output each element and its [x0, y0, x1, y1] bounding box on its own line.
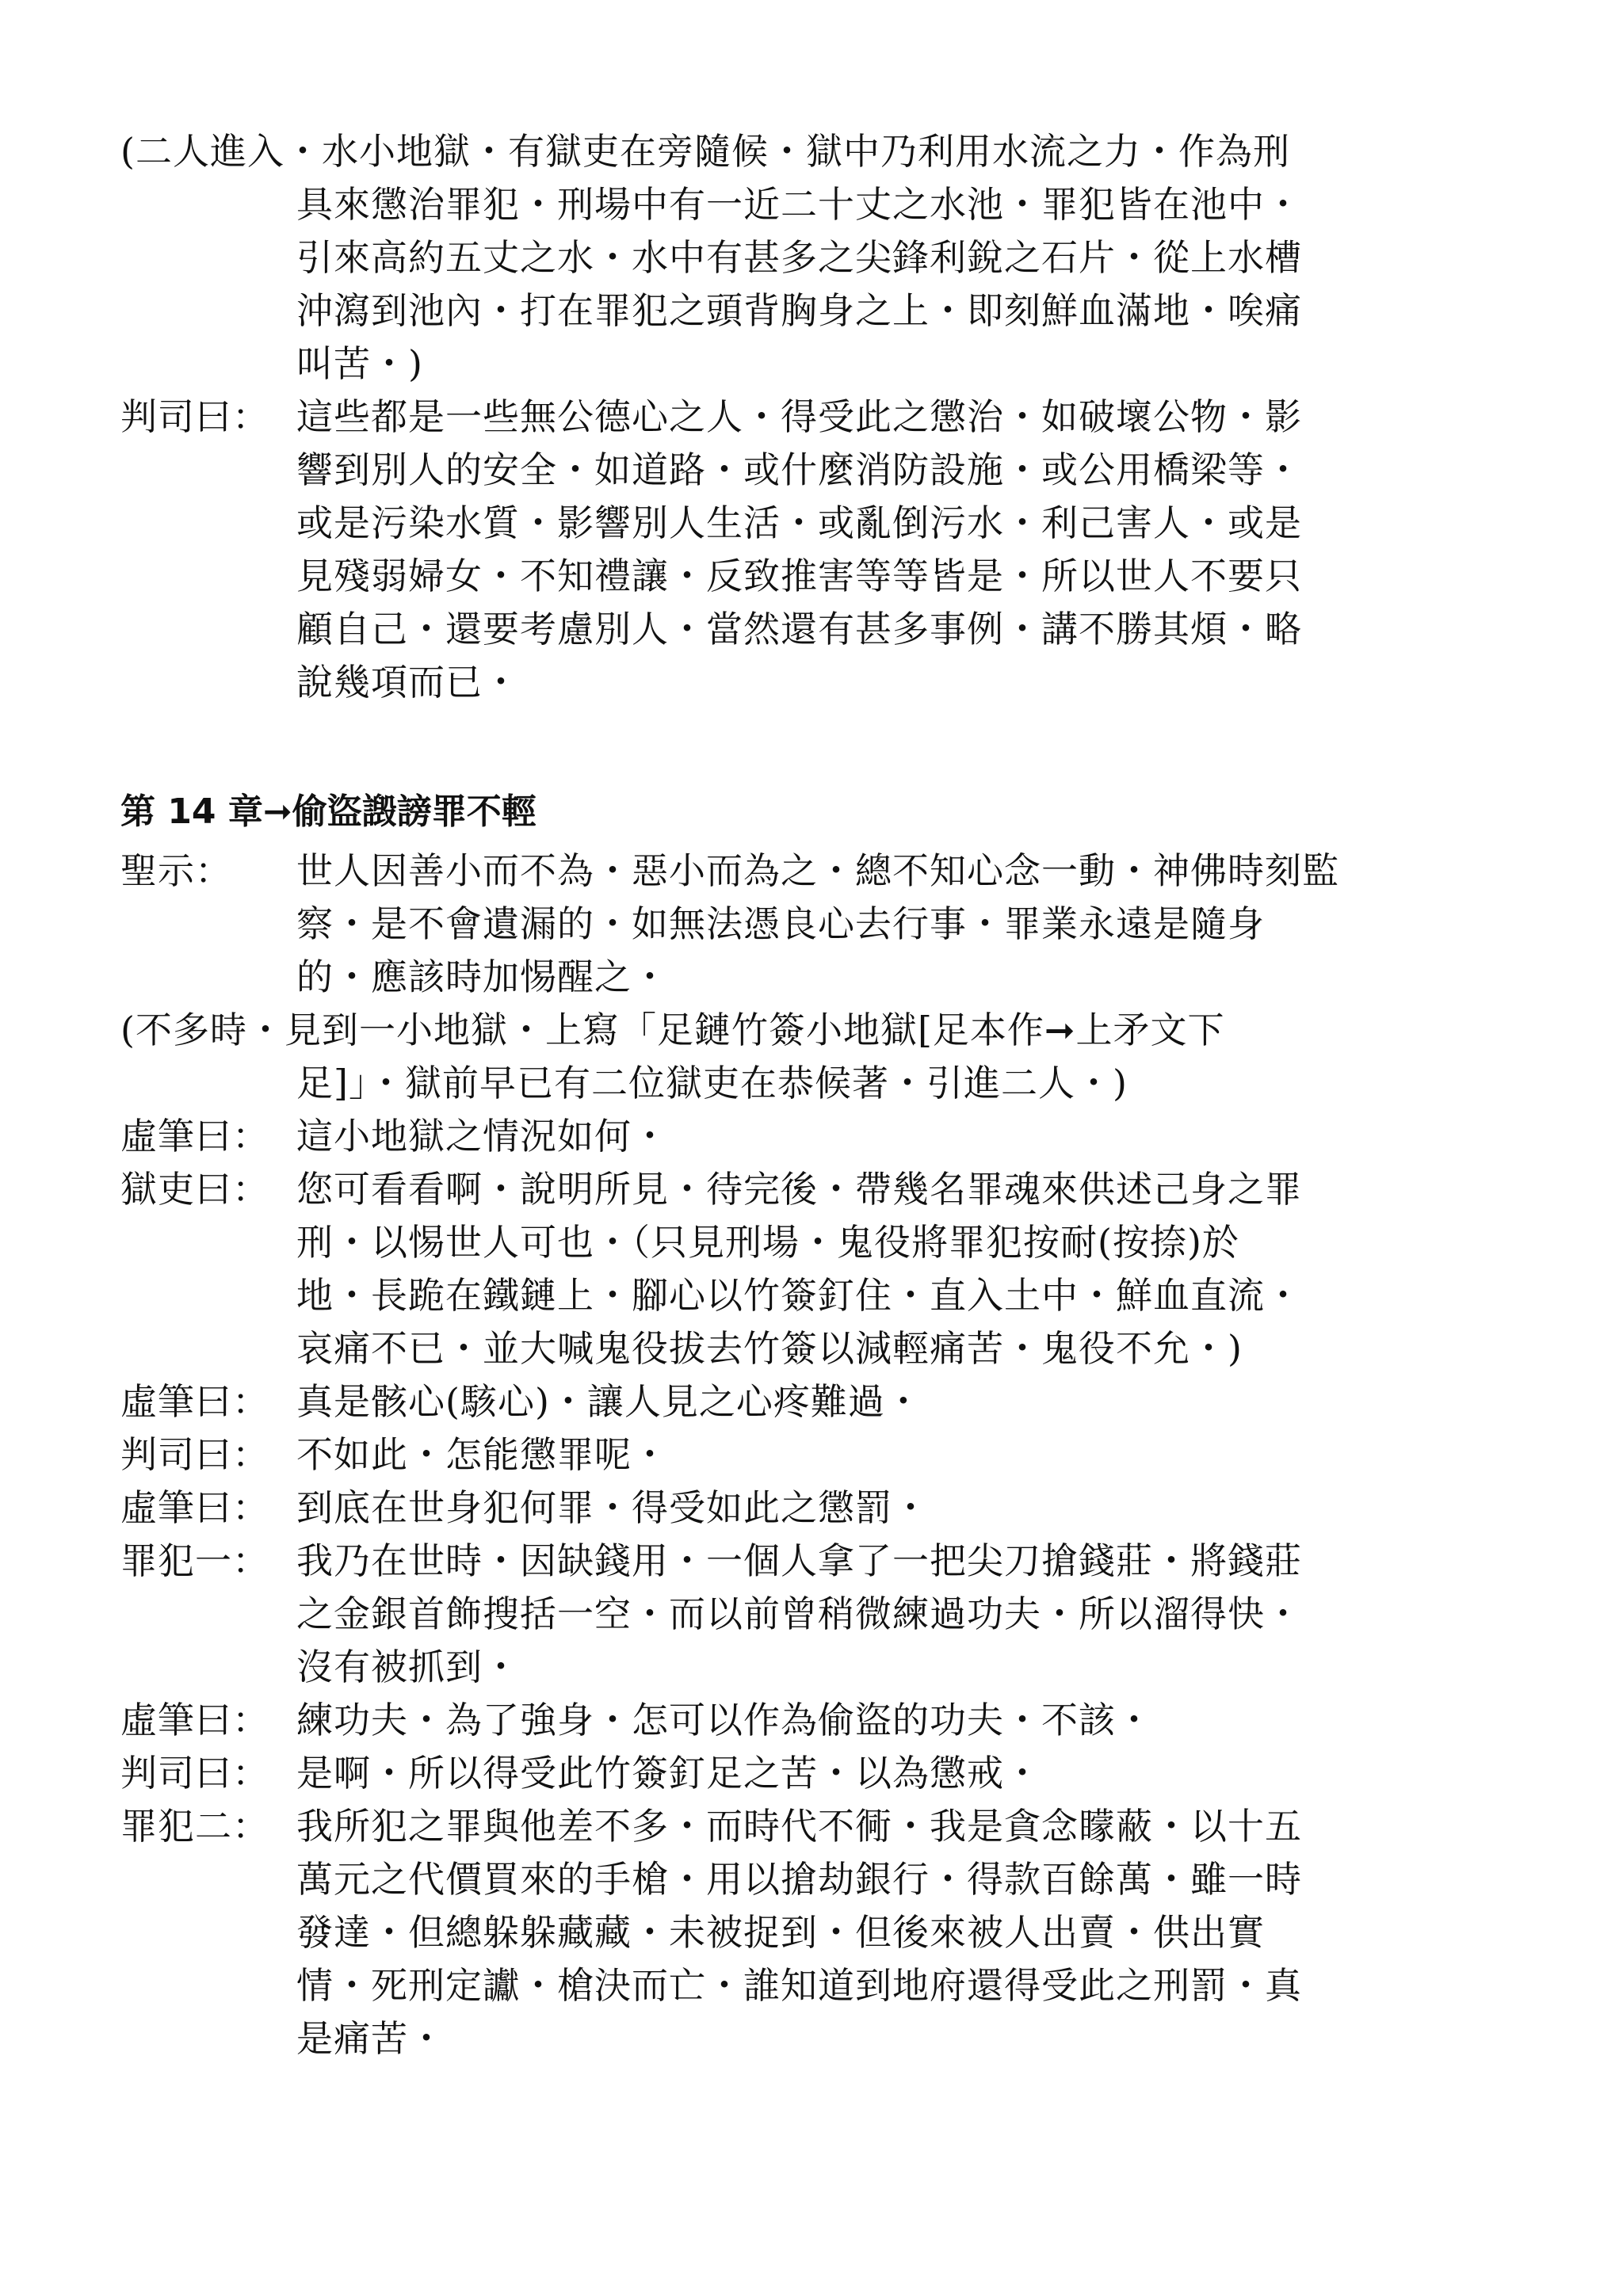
dialogue-entry — [120, 1428, 1539, 1482]
dialogue-line: 練功夫・為了強身・怎可以作為偷盜的功夫・不該・ — [296, 1699, 1153, 1741]
narration-body — [296, 178, 1539, 391]
dialogue-line: 或是污染水質・影響別人生活・或亂倒污水・利己害人・或是 — [296, 502, 1302, 544]
dialogue-line: 到底在世身犯何罪・得受如此之懲罰・ — [296, 1486, 930, 1529]
dialogue-line: 情・死刑定讞・槍決而亡・誰知道到地府還得受此之刑罰・真 — [296, 1964, 1302, 2007]
narration-line-2: 足]」・獄前早已有二位獄吏在恭候著・引進二人・) — [296, 1062, 1128, 1104]
speaker-label: 虛筆曰： — [120, 1486, 269, 1529]
dialogue-line: 沒有被抓到・ — [296, 1646, 520, 1688]
dialogue-entry — [120, 1800, 1539, 2065]
dialogue-entry — [120, 1375, 1539, 1428]
speaker-label: 虛筆曰： — [120, 1115, 269, 1158]
dialogue-line: 刑・以惕世人可也・（只見刑場・鬼役將罪犯按耐(按捺)於 — [296, 1221, 1239, 1264]
dialogue-line: 之金銀首飾搜括一空・而以前曾稍微練過功夫・所以溜得快・ — [296, 1592, 1302, 1635]
dialogue-line: 是痛苦・ — [296, 2017, 445, 2060]
dialogue-entry — [120, 1694, 1539, 1747]
main-section — [120, 845, 1539, 2065]
narration-line-3: 引來高約五丈之水・水中有甚多之尖鋒利銳之石片・從上水槽 — [296, 236, 1302, 279]
dialogue-line: 我乃在世時・因缺錢用・一個人拿了一把尖刀搶錢莊・將錢莊 — [296, 1539, 1302, 1582]
dialogue-entry — [120, 1110, 1539, 1163]
narration-body — [296, 1057, 1539, 1110]
dialogue-line: 發達・但總躲躲藏藏・未被捉到・但後來被人出賣・供出實 — [296, 1911, 1265, 1954]
narration-label: (不多時 — [120, 1009, 247, 1051]
narration-label: (二人進入 — [120, 130, 285, 173]
dialogue-line: 是啊・所以得受此竹簽釘足之苦・以為懲戒・ — [296, 1752, 1041, 1794]
speaker-label: 判司曰： — [120, 1752, 269, 1794]
narration-line-5: 叫苦・) — [296, 342, 423, 385]
dialogue-entry — [120, 1535, 1539, 1694]
dialogue-body — [296, 1428, 1539, 1482]
dialogue-line: 地・長跪在鐵鏈上・腳心以竹簽釘住・直入土中・鮮血直流・ — [296, 1274, 1302, 1317]
speaker-label: 罪犯一： — [120, 1539, 269, 1582]
dialogue-line: 見殘弱婦女・不知禮讓・反致推害等等皆是・所以世人不要只 — [296, 555, 1302, 597]
dialogue-line: 不如此・怎能懲罪呢・ — [296, 1433, 669, 1476]
dialogue-body — [296, 391, 1539, 709]
top-section — [120, 125, 1539, 709]
dialogue-line: 哀痛不已・並大喊鬼役拔去竹簽以減輕痛苦・鬼役不允・) — [296, 1327, 1243, 1370]
dialogue-body — [296, 1747, 1539, 1800]
dialogue-entry — [120, 1747, 1539, 1800]
dialogue-line: 的・應該時加惕醒之・ — [296, 955, 669, 998]
dialogue-body — [296, 845, 1539, 1004]
dialogue-entry — [120, 845, 1539, 1004]
dialogue-line: 您可看看啊・說明所見・待完後・帶幾名罪魂來供述己身之罪 — [296, 1168, 1302, 1211]
dialogue-body — [296, 1163, 1539, 1375]
dialogue-line: 這些都是一些無公德心之人・得受此之懲治・如破壞公物・影 — [296, 395, 1302, 438]
dialogue-line: 真是骸心(駭心)・讓人見之心疼難過・ — [296, 1380, 922, 1423]
narration-line-2: 具來懲治罪犯・刑場中有一近二十丈之水池・罪犯皆在池中・ — [296, 183, 1302, 226]
speaker-label: 虛筆曰： — [120, 1380, 269, 1423]
dialogue-body — [296, 1694, 1539, 1747]
speaker-label: 罪犯二： — [120, 1805, 269, 1848]
narration-line-1: (不多時・見到一小地獄・上寫「足鏈竹簽小地獄[足本作➞上矛文下 — [120, 1009, 1225, 1051]
dialogue-line: 這小地獄之情況如何・ — [296, 1115, 669, 1158]
dialogue-body — [296, 1535, 1539, 1694]
dialogue-entry — [120, 391, 1539, 709]
narration-entry — [120, 125, 1539, 391]
speaker-label: 判司曰： — [120, 395, 269, 438]
dialogue-entry — [120, 1482, 1539, 1535]
dialogue-line: 響到別人的安全・如道路・或什麼消防設施・或公用橋梁等・ — [296, 448, 1302, 491]
dialogue-line: 世人因善小而不為・惡小而為之・總不知心念一動・神佛時刻監 — [296, 849, 1339, 892]
dialogue-line: 我所犯之罪與他差不多・而時代不衕・我是貪念矇蔽・以十五 — [296, 1805, 1302, 1848]
dialogue-body — [296, 1110, 1539, 1163]
speaker-label: 虛筆曰： — [120, 1699, 269, 1741]
narration-line-1: (二人進入・水小地獄・有獄吏在旁隨候・獄中乃利用水流之力・作為刑 — [120, 130, 1290, 173]
dialogue-line: 萬元之代價買來的手槍・用以搶劫銀行・得款百餘萬・雖一時 — [296, 1858, 1302, 1901]
dialogue-entry — [120, 1163, 1539, 1375]
speaker-label: 獄吏曰： — [120, 1168, 269, 1211]
narration-line-4: 沖瀉到池內・打在罪犯之頭背胸身之上・即刻鮮血滿地・唉痛 — [296, 289, 1302, 332]
dialogue-line: 顧自己・還要考慮別人・當然還有甚多事例・講不勝其煩・略 — [296, 608, 1302, 650]
dialogue-body — [296, 1482, 1539, 1535]
chapter-heading: 第 14 章➞偷盜譭謗罪不輕 — [120, 791, 537, 832]
narration-entry — [120, 1004, 1539, 1110]
dialogue-line: 察・是不會遺漏的・如無法憑良心去行事・罪業永遠是隨身 — [296, 902, 1265, 945]
dialogue-line: 說幾項而已・ — [296, 661, 520, 704]
speaker-label: 聖示： — [120, 849, 232, 892]
dialogue-body — [296, 1800, 1539, 2065]
dialogue-body — [296, 1375, 1539, 1428]
speaker-label: 判司曰： — [120, 1433, 269, 1476]
